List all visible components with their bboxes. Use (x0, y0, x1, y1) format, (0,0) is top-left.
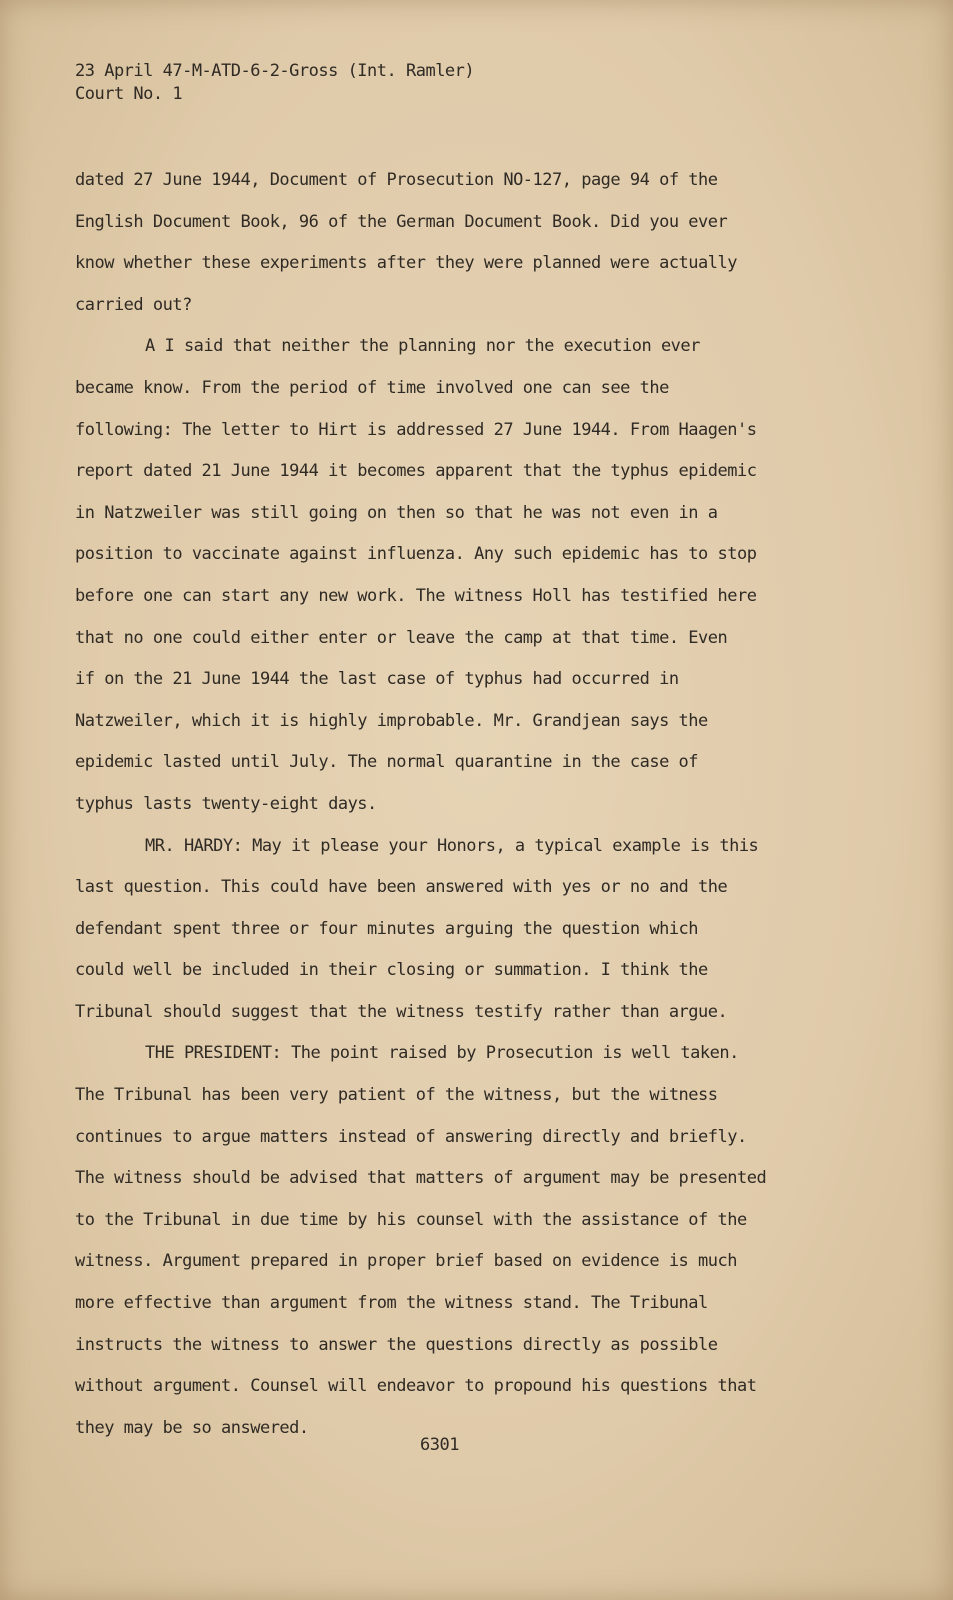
transcript-line: dated 27 June 1944, Document of Prosecution NO-127, page 94 of the (75, 170, 718, 190)
transcript-line: MR. HARDY: May it please your Honors, a typical example is this (145, 835, 759, 856)
header-court-number: Court No. 1 (75, 84, 183, 104)
transcript-line: The witness should be advised that matters of argument may be presented (75, 1168, 767, 1189)
transcript-line: to the Tribunal in due time by his counsel with the assistance of the (75, 1209, 747, 1230)
transcript-line: more effective than argument from the witness stand. The Tribunal (75, 1293, 708, 1314)
transcript-line: THE PRESIDENT: The point raised by Prosecution is well taken. (145, 1043, 739, 1064)
transcript-line: could well be included in their closing or summation. I think the (75, 960, 708, 981)
page-number: 6301 (420, 1435, 459, 1455)
transcript-line: became know. From the period of time involved one can see the (75, 377, 669, 398)
transcript-line: last question. This could have been answered with yes or no and the (75, 877, 728, 898)
transcript-line: in Natzweiler was still going on then so that he was not even in a (75, 502, 718, 523)
transcript-line: A I said that neither the planning nor the execution ever (145, 336, 700, 357)
transcript-line: epidemic lasted until July. The normal quarantine in the case of (75, 752, 699, 773)
transcript-body (75, 160, 895, 1449)
transcript-line: defendant spent three or four minutes arguing the question which (75, 918, 699, 939)
transcript-line: Natzweiler, which it is highly improbable. Mr. Grandjean says the (75, 710, 708, 731)
transcript-line: carried out? (75, 294, 192, 315)
transcript-line: English Document Book, 96 of the German Document Book. Did you ever (75, 211, 728, 232)
transcript-line: that no one could either enter or leave the camp at that time. Even (75, 627, 728, 648)
transcript-line: before one can start any new work. The witness Holl has testified here (75, 585, 757, 606)
transcript-line: The Tribunal has been very patient of the witness, but the witness (75, 1085, 718, 1106)
transcript-line: Tribunal should suggest that the witness testify rather than argue. (75, 1001, 728, 1022)
transcript-line: they may be so answered. (75, 1417, 309, 1438)
transcript-line: if on the 21 June 1944 the last case of typhus had occurred in (75, 669, 679, 690)
document-header (75, 60, 474, 106)
transcript-line: position to vaccinate against influenza. Any such epidemic has to stop (75, 544, 757, 565)
transcript-line: report dated 21 June 1944 it becomes apparent that the typhus epidemic (75, 461, 757, 482)
transcript-line: typhus lasts twenty-eight days. (75, 793, 377, 814)
transcript-line: know whether these experiments after they were planned were actually (75, 253, 737, 274)
transcript-line: instructs the witness to answer the questions directly as possible (75, 1334, 718, 1355)
transcript-line: witness. Argument prepared in proper brief based on evidence is much (75, 1251, 737, 1272)
transcript-line: following: The letter to Hirt is addressed 27 June 1944. From Haagen's (75, 419, 757, 440)
transcript-line: continues to argue matters instead of answering directly and briefly. (75, 1126, 747, 1147)
header-date-reference: 23 April 47-M-ATD-6-2-Gross (Int. Ramler) (75, 61, 475, 81)
transcript-line: without argument. Counsel will endeavor to propound his questions that (75, 1376, 757, 1397)
